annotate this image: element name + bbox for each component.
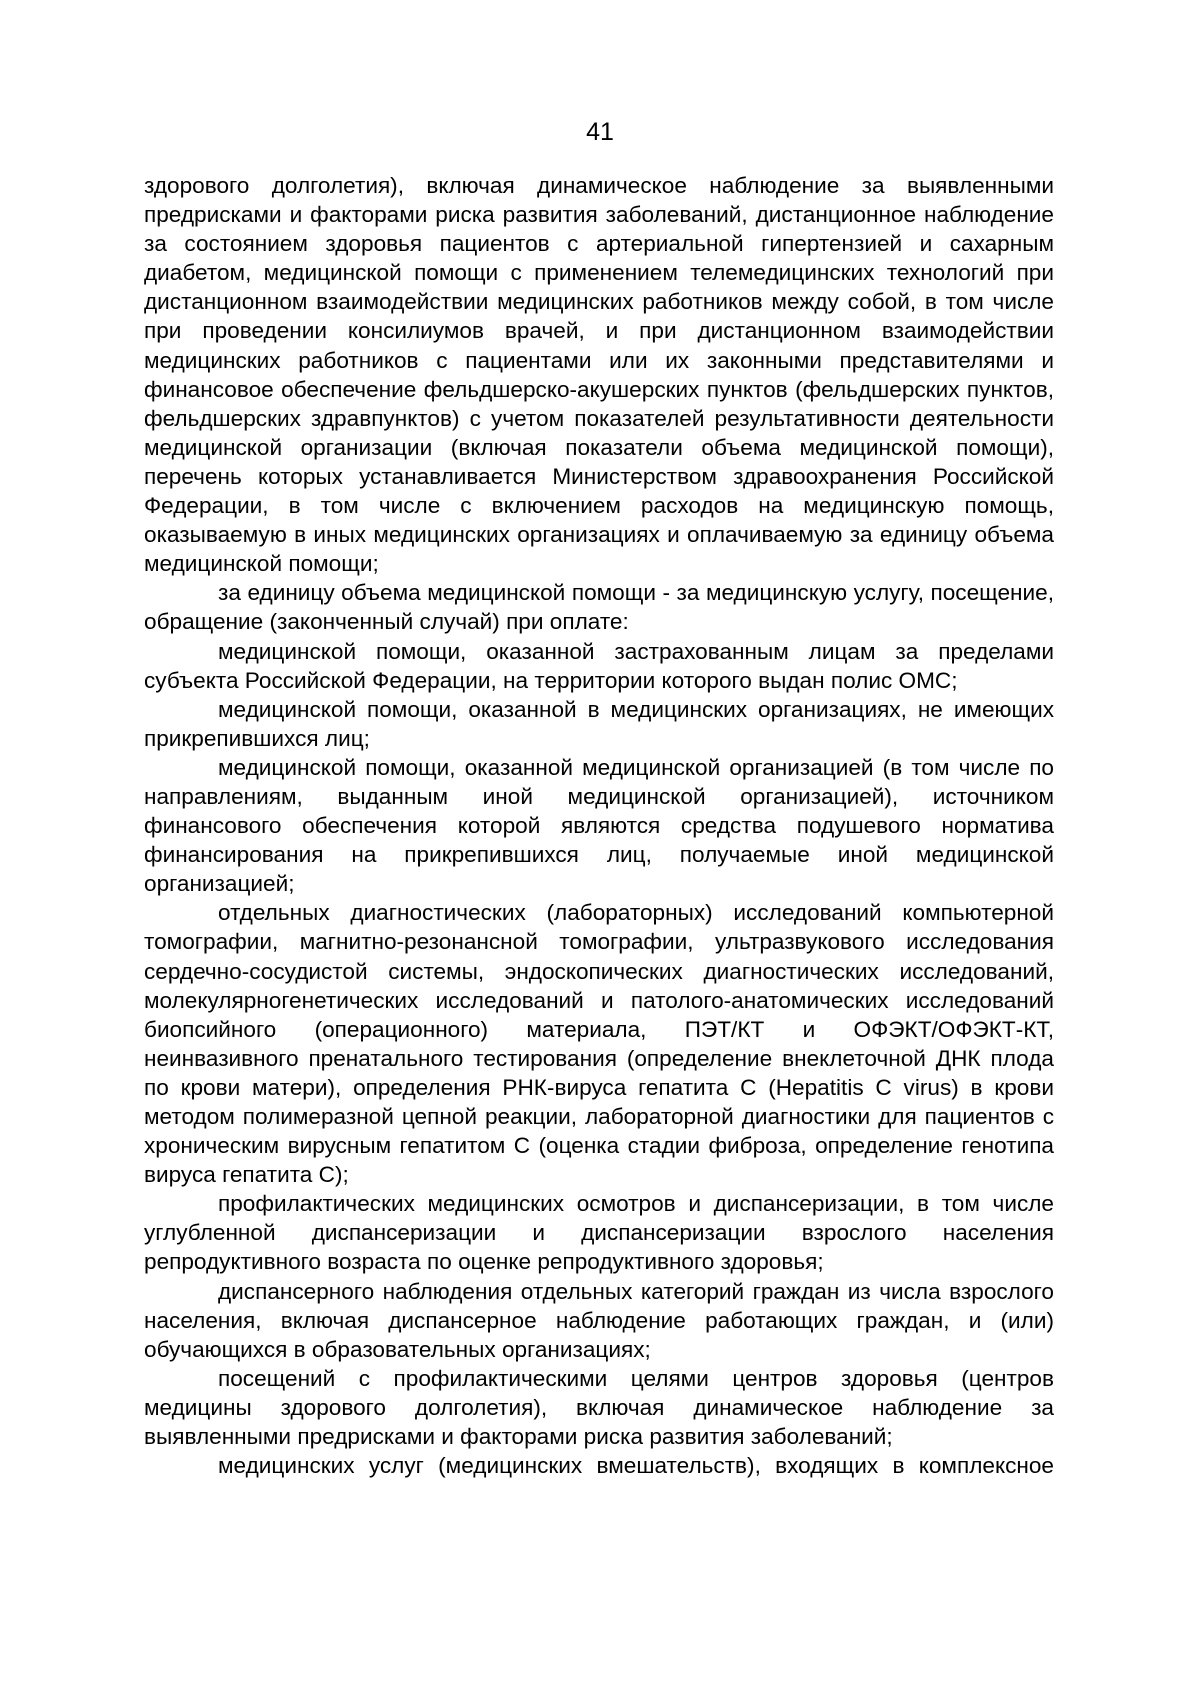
paragraph: за единицу объема медицинской помощи - за медицинскую услугу, посещение, обращение (законченный случай) при оплате:: [144, 580, 1054, 635]
paragraph: медицинских услуг (медицинских вмешательств), входящих в комплексное: [218, 1453, 1054, 1479]
document-body: [144, 171, 1054, 1480]
page-number: 41: [586, 118, 614, 146]
paragraph: посещений с профилактическими целями центров здоровья (центров медицины здорового долголетия), включая динамическое наблюдение за выявленными предрисками и факторами риска развития заболеваний;: [144, 1365, 1054, 1450]
paragraph: здорового долголетия), включая динамическое наблюдение за выявленными предрисками и факторами риска развития заболеваний, дистанционное наблюдение за состоянием здоровья пациентов с артериальной гипертензией и сахарным диабетом, медицинской помощи с применением телемедицинских технологий при дистанционном взаимодействии медицинских работников между собой, в том числе при проведении консилиумов врачей, и при дистанционном взаимодействии медицинских работников с пациентами или их законными представителями и финансовое обеспечение фельдшерско-акушерских пунктов (фельдшерских пунктов, фельдшерских здравпунктов) с учетом показателей результативности деятельности медицинской организации (включая показатели объема медицинской помощи), перечень которых устанавливается Министерством здравоохранения Российской Федерации, в том числе с включением расходов на медицинскую помощь, оказываемую в иных медицинских организациях и оплачиваемую за единицу объема медицинской помощи;: [144, 173, 1054, 577]
paragraph: медицинской помощи, оказанной в медицинских организациях, не имеющих прикрепившихся лиц;: [144, 696, 1054, 751]
paragraph: отдельных диагностических (лабораторных) исследований компьютерной томографии, магнитно-резонансной томографии, ультразвукового исследования сердечно-сосудистой системы, эндоскопических диагностических исследований, молекулярногенетических исследований и патолого-анатомических исследований биопсийного (операционного) материала, ПЭТ/КТ и ОФЭКТ/ОФЭКТ-КТ, неинвазивного пренатального тестирования (определение внеклеточной ДНК плода по крови матери), определения РНК-вируса гепатита С (Hepatitis C virus) в крови методом полимеразной цепной реакции, лабораторной диагностики для пациентов с хроническим вирусным гепатитом С (оценка стадии фиброза, определение генотипа вируса гепатита С);: [144, 900, 1054, 1188]
paragraph: профилактических медицинских осмотров и диспансеризации, в том числе углубленной диспансеризации и диспансеризации взрослого населения репродуктивного возраста по оценке репродуктивного здоровья;: [144, 1191, 1054, 1275]
paragraph: медицинской помощи, оказанной застрахованным лицам за пределами субъекта Российской Федерации, на территории которого выдан полис ОМС;: [144, 638, 1054, 693]
paragraph: диспансерного наблюдения отдельных категорий граждан из числа взрослого населения, включая диспансерное наблюдение работающих граждан, и (или) обучающихся в образовательных организациях;: [144, 1278, 1054, 1362]
paragraph: медицинской помощи, оказанной медицинской организацией (в том числе по направлениям, выданным иной медицинской организацией), источником финансового обеспечения которой являются средства подушевого норматива финансирования на прикрепившихся лиц, получаемые иной медицинской организацией;: [144, 754, 1054, 897]
